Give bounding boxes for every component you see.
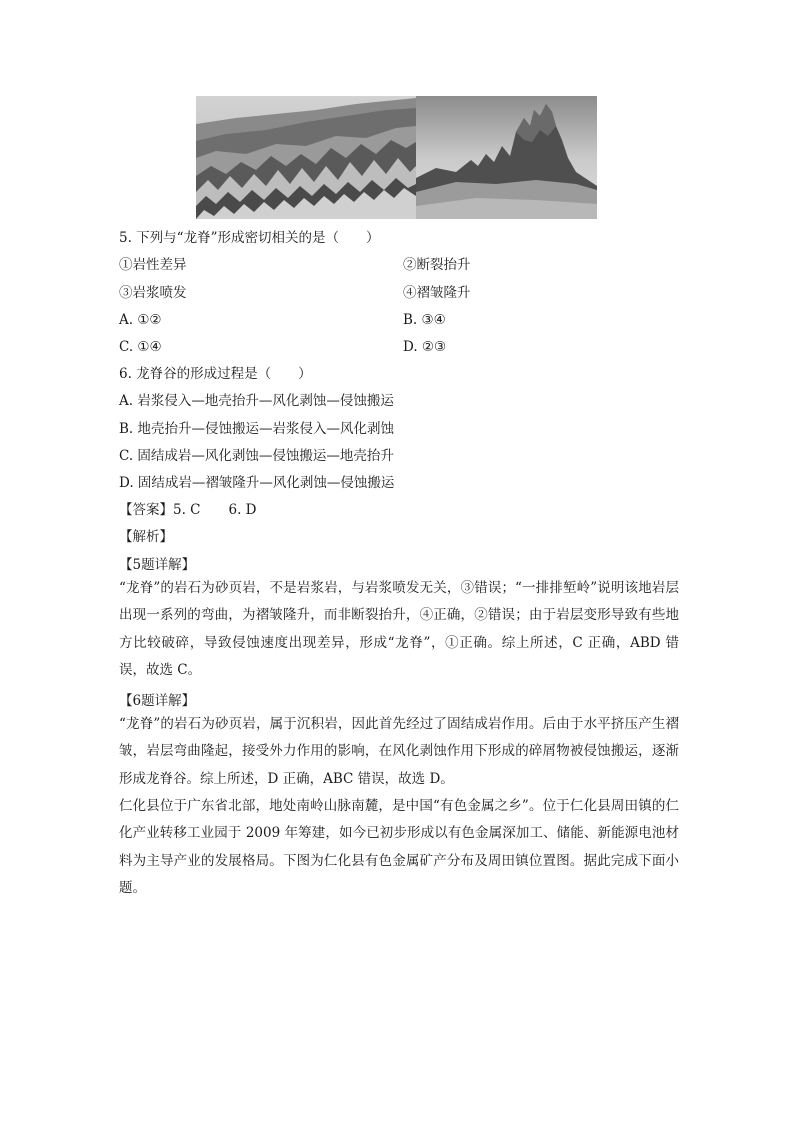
q6-choice-c: C. 固结成岩—风化剥蚀—侵蚀搬运—地壳抬升 bbox=[119, 448, 394, 464]
q6-choice-a: A. 岩浆侵入—地壳抬升—风化剥蚀—侵蚀搬运 bbox=[119, 393, 394, 409]
q6-choice-d: D. 固结成岩—褶皱隆升—风化剥蚀—侵蚀搬运 bbox=[119, 475, 395, 491]
analysis-label: 【解析】 bbox=[119, 529, 173, 545]
q6-choice-b: B. 地壳抬升—侵蚀搬运—岩浆侵入—风化剥蚀 bbox=[119, 421, 395, 437]
answer-line bbox=[119, 501, 257, 519]
q5-choice-c: C. ①④ bbox=[119, 339, 162, 355]
q5-detail-text: “龙脊”的岩石为砂页岩，不是岩浆岩，与岩浆喷发无关，③错误；“一排排堑岭”说明该地岩层出现一系列的弯曲，为褶皱隆升，而非断裂抬升，④正确，②错误；由于岩层变形导致有些地方比较破碎，导致侵蚀速度出现差异，形成“龙脊”，①正确。综上所述，C 正确，ABD 错误，故选 C。 bbox=[119, 580, 679, 678]
answer-6: 6. D bbox=[228, 502, 257, 518]
q5-option-3: ③岩浆喷发 bbox=[119, 285, 187, 301]
rock-spire-photo bbox=[416, 96, 597, 219]
q6-detail-text: “龙脊”的岩石为砂页岩，属于沉积岩，因此首先经过了固结成岩作用。后由于水平挤压产生褶皱，岩层弯曲隆起，接受外力作用的影响，在风化剥蚀作用下形成的碎屑物被侵蚀搬运，逐渐形成龙脊谷。综上所述，D 正确，ABC 错误，故选 D。 bbox=[119, 716, 679, 787]
q5-choice-a: A. ①② bbox=[119, 312, 162, 328]
landform-photos bbox=[196, 96, 597, 219]
q5-stem: 5. 下列与“龙脊”形成密切相关的是（ ） bbox=[119, 230, 380, 246]
answer-5: 5. C bbox=[173, 502, 201, 518]
q5-choice-d: D. ②③ bbox=[403, 339, 447, 355]
q5-choice-b: B. ③④ bbox=[403, 312, 446, 328]
rock-field-photo bbox=[196, 96, 416, 219]
answer-label: 【答案】 bbox=[119, 502, 173, 518]
q5-detail-label: 【5题详解】 bbox=[119, 557, 196, 573]
q6-stem: 6. 龙脊谷的形成过程是（ ） bbox=[119, 366, 312, 382]
q5-option-1: ①岩性差异 bbox=[119, 257, 187, 273]
q5-option-2: ②断裂抬升 bbox=[403, 257, 471, 273]
q5-option-4: ④褶皱隆升 bbox=[403, 285, 471, 301]
intro-paragraph: 仁化县位于广东省北部，地处南岭山脉南麓，是中国“有色金属之乡”。位于仁化县周田镇的仁化产业转移工业园于 2009 年筹建，如今已初步形成以有色金属深加工、储能、新能源电池材料为主导产业的发展格局。下图为仁化县有色金属矿产分布及周田镇位置图。据此完成下面小题。 bbox=[119, 798, 679, 896]
q6-detail-label: 【6题详解】 bbox=[119, 693, 196, 709]
